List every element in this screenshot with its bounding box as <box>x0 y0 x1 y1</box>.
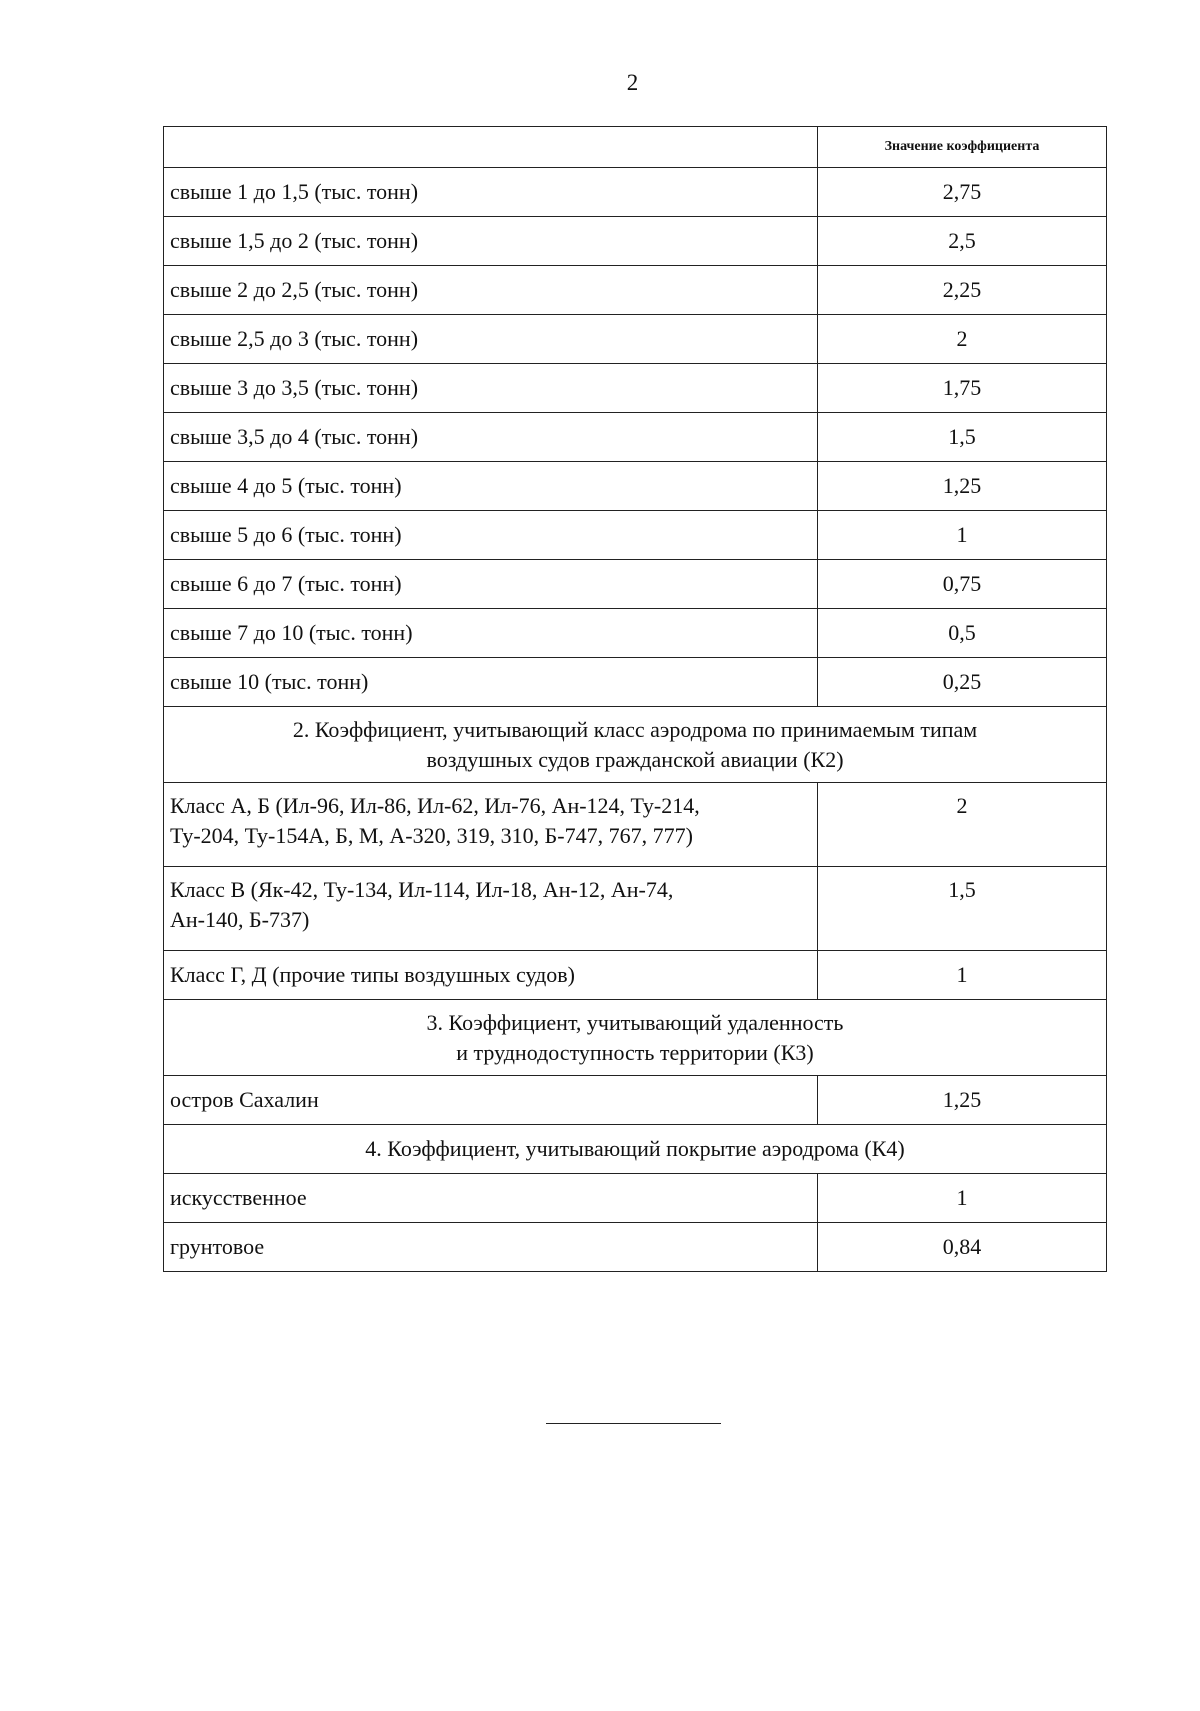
row-label: Класс Г, Д (прочие типы воздушных судов) <box>164 951 818 1000</box>
row-label: свыше 5 до 6 (тыс. тонн) <box>164 511 818 560</box>
row-value: 0,5 <box>818 609 1107 658</box>
row-label: свыше 2 до 2,5 (тыс. тонн) <box>164 266 818 315</box>
section-3-header-row <box>164 1000 1107 1076</box>
section-2-title-line-2: воздушных судов гражданской авиации (К2) <box>426 746 844 772</box>
row-value: 1 <box>818 511 1107 560</box>
row-value: 1 <box>818 1174 1107 1223</box>
row-label-line-1: Класс А, Б (Ил-96, Ил-86, Ил-62, Ил-76, Ан-124, Ту-214, <box>170 793 700 818</box>
table-row <box>164 511 1107 560</box>
row-label: свыше 4 до 5 (тыс. тонн) <box>164 462 818 511</box>
header-left-cell <box>164 127 818 168</box>
row-value: 0,25 <box>818 658 1107 707</box>
row-label: остров Сахалин <box>164 1076 818 1125</box>
row-value: 2,75 <box>818 168 1107 217</box>
row-label: свыше 1 до 1,5 (тыс. тонн) <box>164 168 818 217</box>
row-label: свыше 2,5 до 3 (тыс. тонн) <box>164 315 818 364</box>
row-label-line-2: Ту-204, Ту-154А, Б, М, А-320, 319, 310, Б-747, 767, 777) <box>170 823 693 848</box>
table-row <box>164 1174 1107 1223</box>
table-row <box>164 168 1107 217</box>
section-4-header-row <box>164 1125 1107 1174</box>
row-value: 1,5 <box>818 413 1107 462</box>
row-value: 1,5 <box>818 867 1107 951</box>
row-value: 1,75 <box>818 364 1107 413</box>
section-2-header-row <box>164 707 1107 783</box>
row-value: 1,25 <box>818 1076 1107 1125</box>
coefficient-table <box>163 126 1107 1272</box>
row-value: 2 <box>818 783 1107 867</box>
row-value: 0,75 <box>818 560 1107 609</box>
row-label <box>164 867 818 951</box>
row-label <box>164 783 818 867</box>
section-3-title-line-2: и труднодоступность территории (К3) <box>456 1039 814 1065</box>
row-label: искусственное <box>164 1174 818 1223</box>
row-label: грунтовое <box>164 1223 818 1272</box>
table-row <box>164 413 1107 462</box>
row-value: 2 <box>818 315 1107 364</box>
header-value-cell: Значение коэффициента <box>818 127 1107 168</box>
table-row <box>164 783 1107 867</box>
table-row <box>164 462 1107 511</box>
table-row <box>164 658 1107 707</box>
table-row <box>164 1076 1107 1125</box>
table-row <box>164 364 1107 413</box>
table-row <box>164 867 1107 951</box>
table-row <box>164 315 1107 364</box>
table-header-row <box>164 127 1107 168</box>
row-value: 2,25 <box>818 266 1107 315</box>
section-2-title <box>164 707 1107 783</box>
page-number: 2 <box>626 70 639 95</box>
row-label-line-2: Ан-140, Б-737) <box>170 907 310 932</box>
table-row <box>164 560 1107 609</box>
row-label: свыше 3,5 до 4 (тыс. тонн) <box>164 413 818 462</box>
table-row <box>164 217 1107 266</box>
row-value: 1 <box>818 951 1107 1000</box>
section-3-title-line-1: 3. Коэффициент, учитывающий удаленность <box>426 1009 844 1035</box>
end-of-document-rule <box>546 1423 721 1424</box>
section-4-title: 4. Коэффициент, учитывающий покрытие аэродрома (К4) <box>164 1125 1107 1174</box>
row-label: свыше 10 (тыс. тонн) <box>164 658 818 707</box>
table-row <box>164 266 1107 315</box>
row-label-line-1: Класс В (Як-42, Ту-134, Ил-114, Ил-18, Ан-12, Ан-74, <box>170 877 674 902</box>
table-row <box>164 951 1107 1000</box>
row-label: свыше 7 до 10 (тыс. тонн) <box>164 609 818 658</box>
table-row <box>164 1223 1107 1272</box>
row-label: свыше 6 до 7 (тыс. тонн) <box>164 560 818 609</box>
row-value: 0,84 <box>818 1223 1107 1272</box>
section-3-title <box>164 1000 1107 1076</box>
row-value: 1,25 <box>818 462 1107 511</box>
row-label: свыше 1,5 до 2 (тыс. тонн) <box>164 217 818 266</box>
table-row <box>164 609 1107 658</box>
section-2-title-line-1: 2. Коэффициент, учитывающий класс аэродрома по принимаемым типам <box>292 716 978 742</box>
row-value: 2,5 <box>818 217 1107 266</box>
row-label: свыше 3 до 3,5 (тыс. тонн) <box>164 364 818 413</box>
